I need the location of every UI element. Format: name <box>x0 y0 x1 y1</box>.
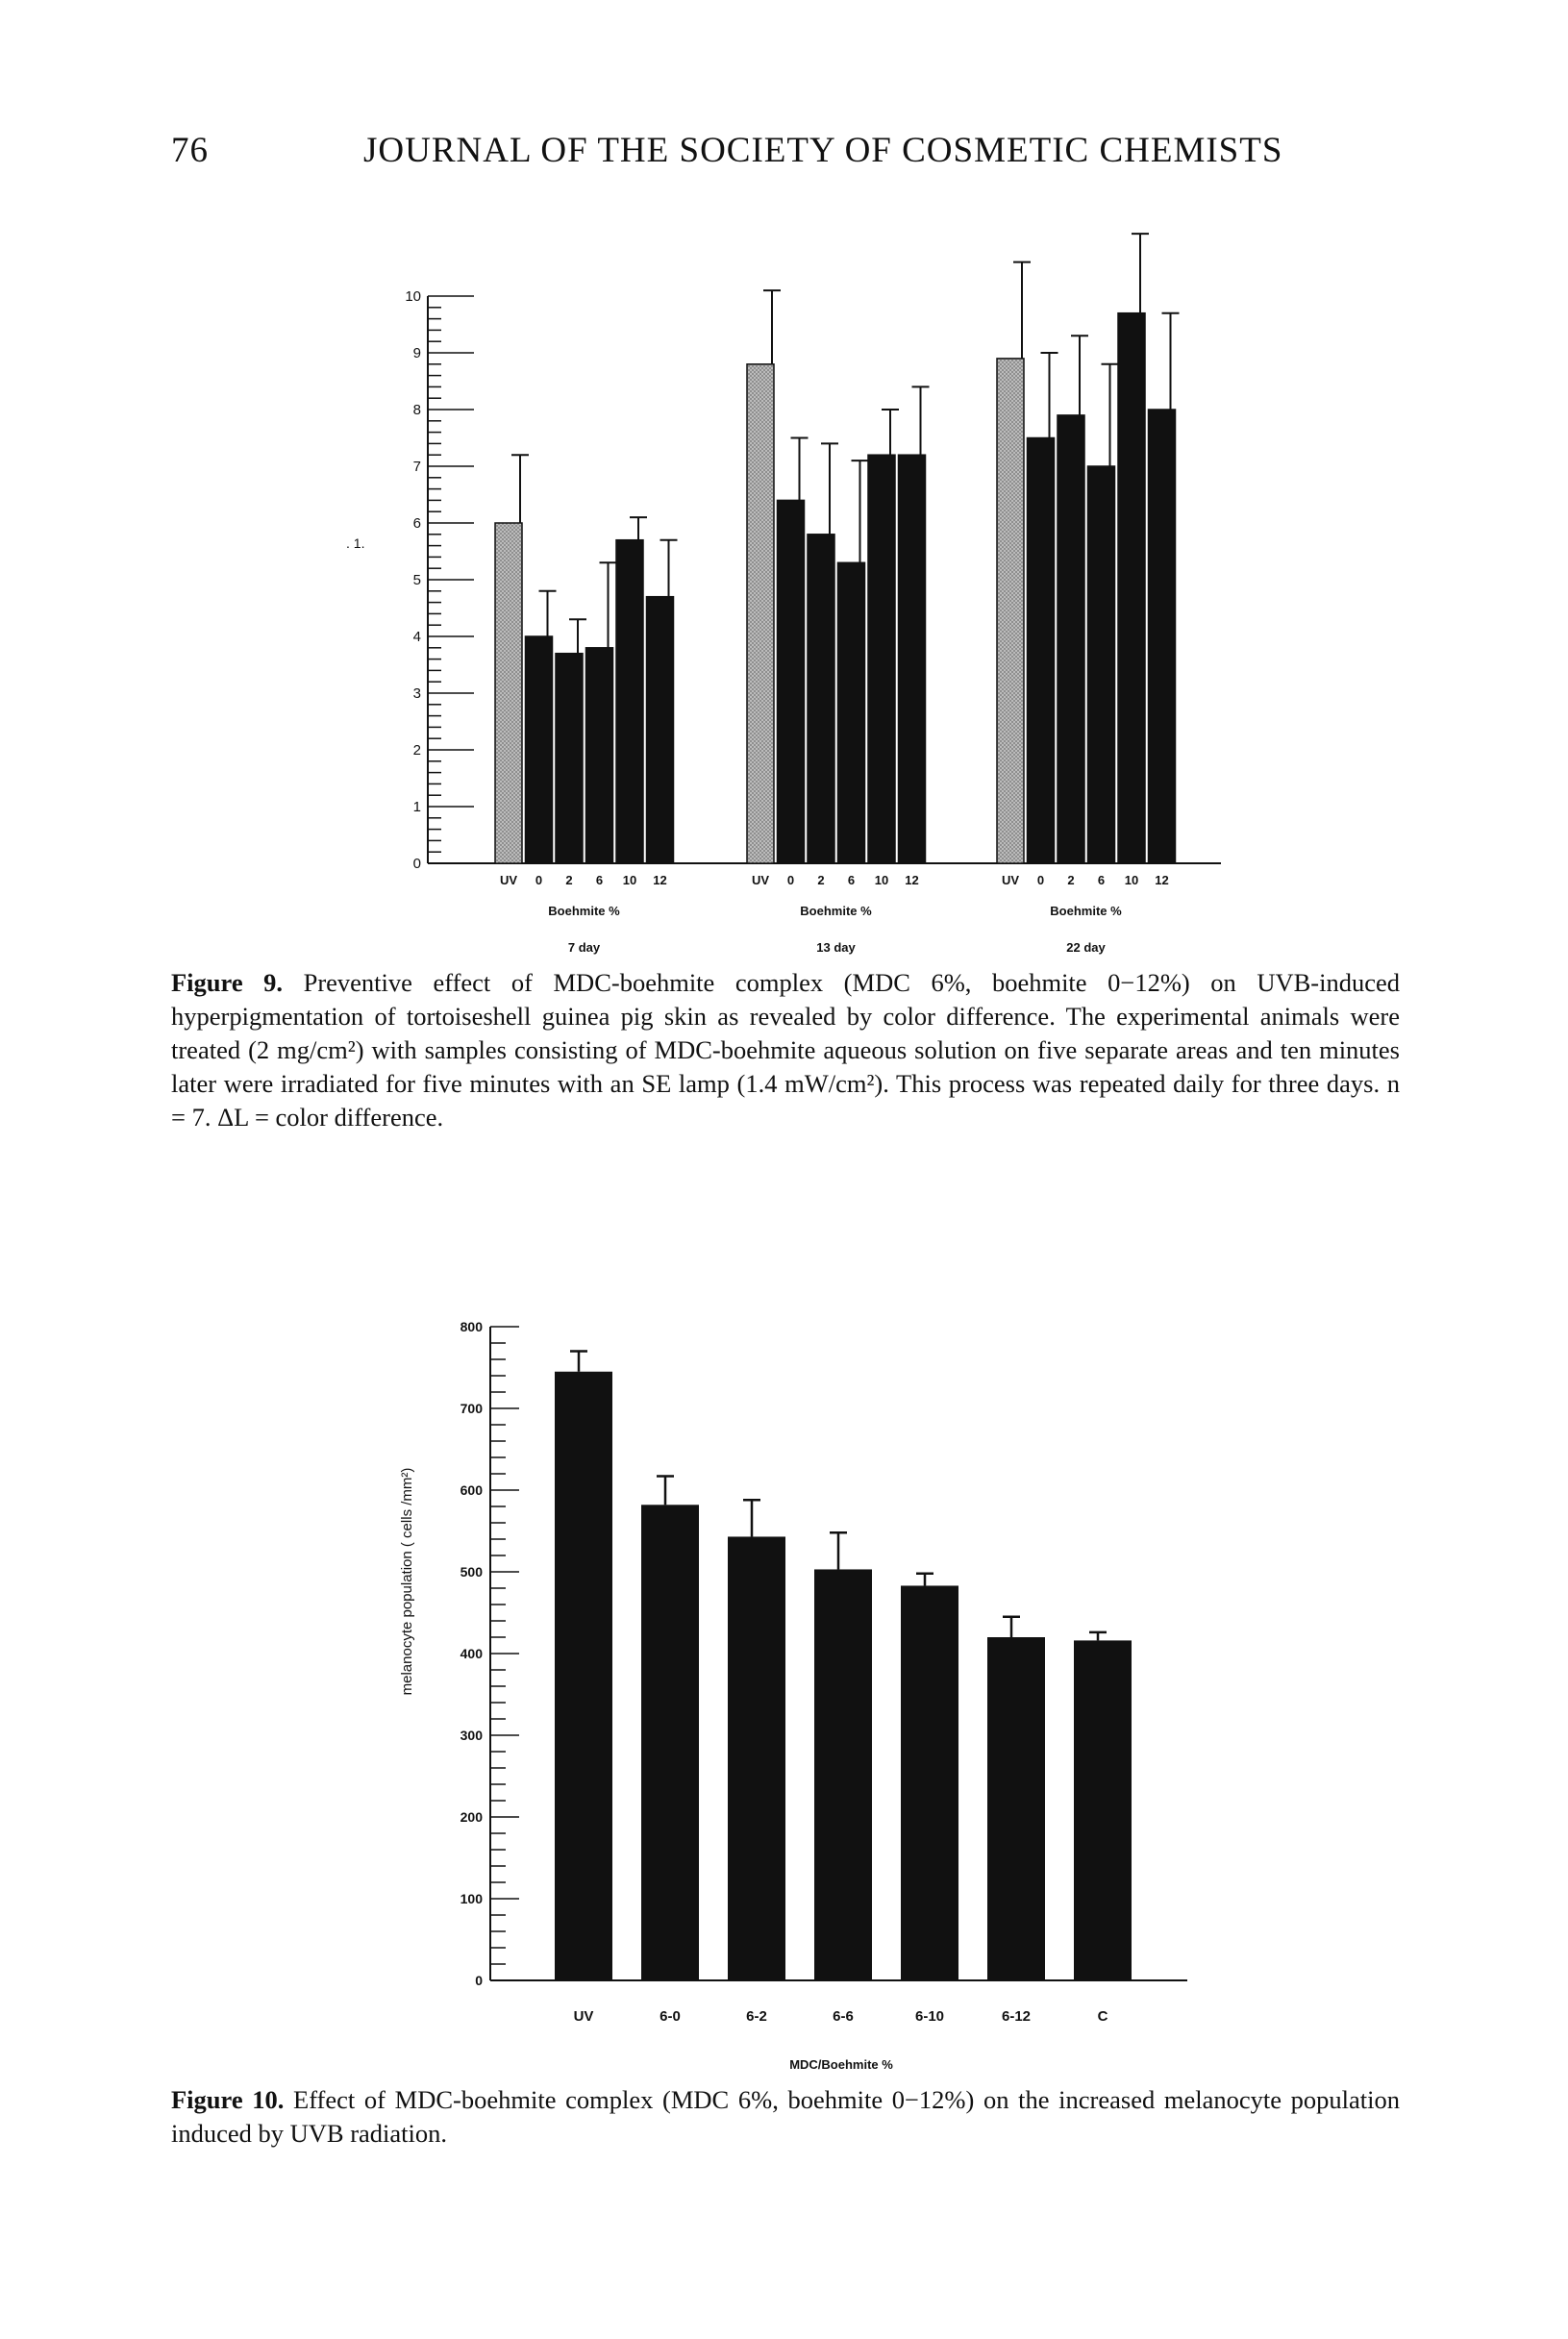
category-label: 10 <box>622 873 637 887</box>
figure-10-caption <box>171 2083 1400 2151</box>
y-tick-label: 700 <box>460 1401 483 1416</box>
bar <box>747 364 774 863</box>
bar <box>899 455 926 863</box>
figure-10-caption-text: Effect of MDC-boehmite complex (MDC 6%, boehmite 0−12%) on the increased melanocyte population induced by UVB radiation. <box>171 2085 1400 2148</box>
journal-title: JOURNAL OF THE SOCIETY OF COSMETIC CHEMISTS <box>363 131 1283 170</box>
category-label: 6-10 <box>914 2008 945 2025</box>
y-tick-label: 1 <box>412 799 421 815</box>
bar <box>616 540 643 863</box>
category-label: UV <box>751 873 770 887</box>
figure-9-caption-label: Figure 9. <box>171 968 284 997</box>
category-label: 2 <box>817 873 825 887</box>
group-axis-label: Boehmite % <box>800 904 872 918</box>
side-marker: . 1. <box>346 535 365 551</box>
category-label: 12 <box>653 873 667 887</box>
category-label: 2 <box>565 873 573 887</box>
figure-10-caption-label: Figure 10. <box>171 2085 285 2114</box>
y-tick-label: 0 <box>475 1973 483 1988</box>
y-tick-label: 300 <box>460 1728 483 1743</box>
category-label: 10 <box>874 873 889 887</box>
category-label: 6-2 <box>746 2008 767 2025</box>
category-label: 0 <box>535 873 543 887</box>
y-tick-label: 8 <box>412 402 421 418</box>
y-tick-label: 9 <box>412 345 421 361</box>
page-number: 76 <box>171 131 209 170</box>
figure-9-caption-text: Preventive effect of MDC-boehmite complex (MDC 6%, boehmite 0−12%) on UVB-induced hyperpigmentation of tortoiseshell guinea pig skin as revealed by color difference. The experimental animals were treated (2 mg/cm²) with samples consisting of MDC-boehmite aqueous solution on five separate areas and ten minutes later were irradiated for five minutes with an SE lamp (1.4 mW/cm²). This process was repeated daily for three days. n = 7. ΔL = color difference. <box>171 968 1401 1132</box>
y-tick-label: 3 <box>412 685 421 702</box>
y-tick-label: 200 <box>460 1809 483 1825</box>
bar <box>808 535 834 863</box>
group-axis-label: Boehmite % <box>548 904 620 918</box>
category-label: 6 <box>1097 873 1106 887</box>
y-tick-label: 400 <box>460 1646 483 1661</box>
category-label: 10 <box>1124 873 1139 887</box>
y-tick-label: 6 <box>412 515 421 532</box>
group-name: 13 day <box>816 940 856 955</box>
bar <box>1058 415 1084 863</box>
bar <box>641 1505 699 1980</box>
category-label: 6-12 <box>1001 2008 1032 2025</box>
bar <box>838 562 865 863</box>
category-label: 6-0 <box>660 2008 681 2025</box>
category-label: UV <box>573 2008 594 2025</box>
y-tick-label: 10 <box>405 288 421 305</box>
y-tick-label: 2 <box>412 742 421 759</box>
y-tick-label: 5 <box>412 572 421 588</box>
category-label: 12 <box>905 873 919 887</box>
bar <box>728 1536 785 1980</box>
figure-9-chart <box>327 231 1240 981</box>
bar <box>556 654 583 863</box>
y-tick-label: 7 <box>412 459 421 475</box>
bar <box>814 1569 872 1980</box>
bar <box>778 500 805 863</box>
bar <box>586 648 613 863</box>
y-tick-label: 4 <box>412 629 421 645</box>
bar <box>901 1585 958 1980</box>
category-label: 6 <box>595 873 604 887</box>
y-tick-label: 800 <box>460 1319 483 1334</box>
bar <box>987 1637 1045 1980</box>
bar <box>555 1372 612 1980</box>
category-label: 12 <box>1155 873 1169 887</box>
category-label: 2 <box>1067 873 1075 887</box>
y-axis-title: melanocyte population ( cells /mm²) <box>399 1467 415 1696</box>
y-tick-label: 0 <box>412 856 421 872</box>
y-tick-label: 100 <box>460 1891 483 1906</box>
y-tick-label: 600 <box>460 1482 483 1498</box>
bar <box>647 597 674 863</box>
category-label: UV <box>499 873 518 887</box>
bar <box>1074 1640 1132 1980</box>
group-name: 7 day <box>567 940 601 955</box>
category-label: 0 <box>1036 873 1045 887</box>
bar <box>1149 410 1176 863</box>
category-label: 0 <box>786 873 795 887</box>
figure-10-chart <box>365 1307 1231 2077</box>
category-label: 6 <box>847 873 856 887</box>
group-axis-label: Boehmite % <box>1050 904 1122 918</box>
bar <box>1118 313 1145 863</box>
group-name: 22 day <box>1066 940 1106 955</box>
category-label: C <box>1097 2008 1108 2025</box>
x-axis-title: MDC/Boehmite % <box>789 2057 893 2072</box>
y-tick-label: 500 <box>460 1564 483 1580</box>
bar <box>495 523 522 863</box>
bar <box>997 359 1024 863</box>
category-label: UV <box>1001 873 1020 887</box>
figure-9-caption <box>171 966 1400 1134</box>
category-label: 6-6 <box>833 2008 854 2025</box>
bar <box>1088 466 1115 863</box>
bar <box>868 455 895 863</box>
bar <box>1028 438 1055 864</box>
bar <box>526 636 553 863</box>
